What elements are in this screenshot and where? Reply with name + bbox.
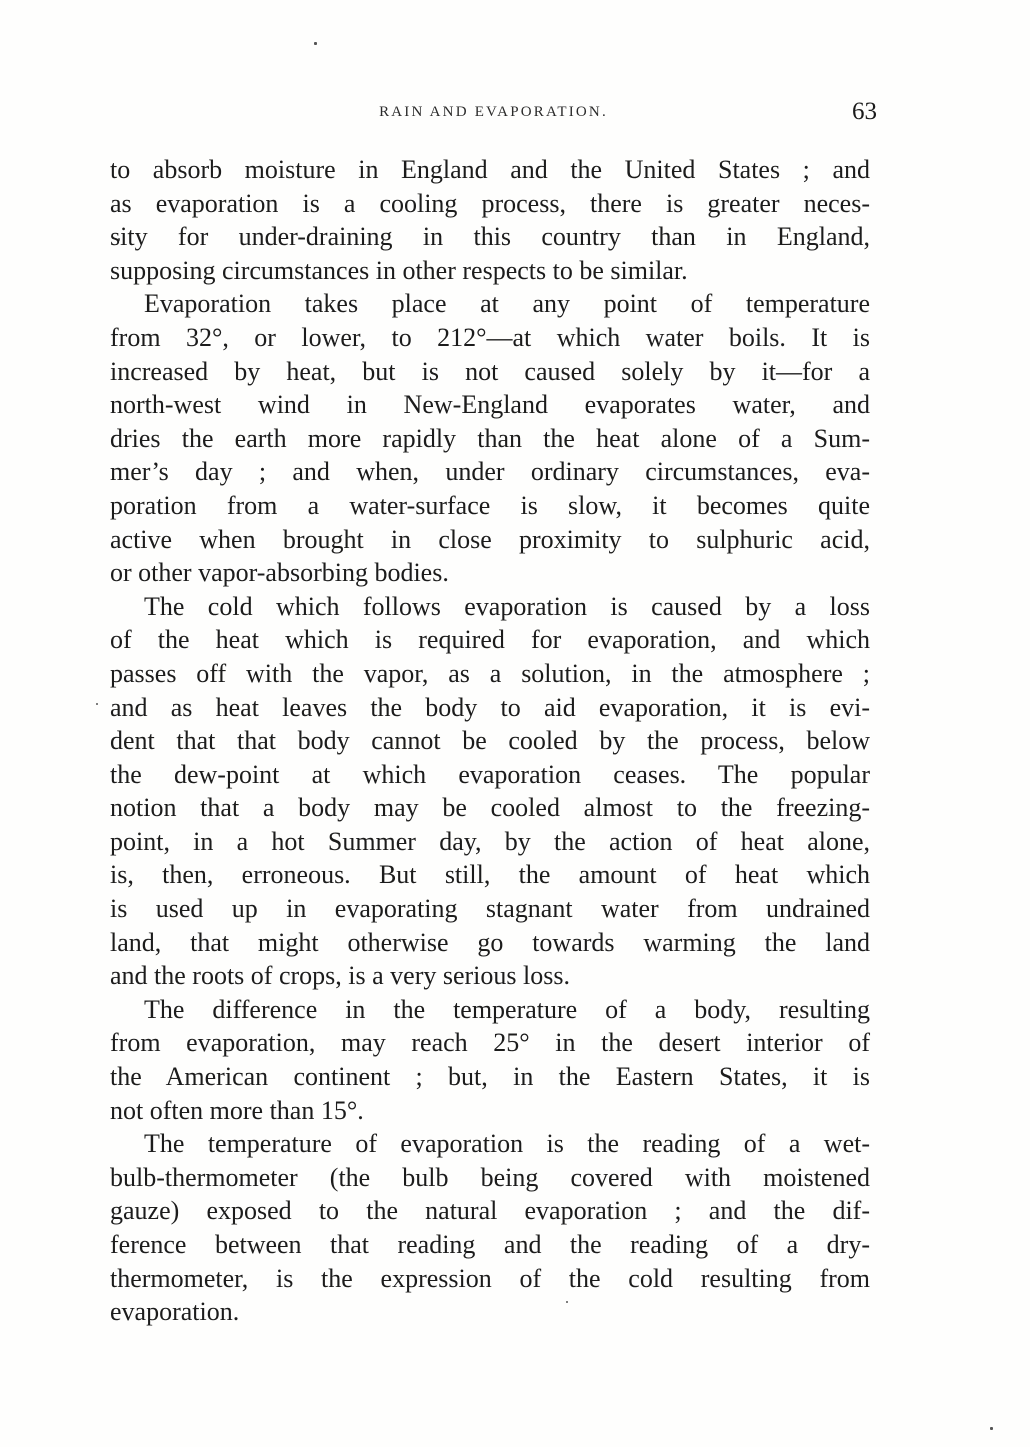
text-line: land, that might otherwise go towards warming the land bbox=[110, 927, 870, 957]
text-line: The temperature of evaporation is the reading of a wet- bbox=[144, 1129, 870, 1159]
text-line: dent that that body cannot be cooled by the process, below bbox=[110, 726, 870, 756]
text-line: to absorb moisture in England and the United States ; and bbox=[110, 155, 870, 184]
text-line: ference between that reading and the reading of a dry- bbox=[110, 1230, 870, 1259]
print-speck bbox=[96, 703, 98, 705]
text-line: is used up in evaporating stagnant water from undrained bbox=[110, 894, 870, 924]
text-line: point, in a hot Summer day, by the action of heat alone, bbox=[110, 826, 870, 856]
text-line: The difference in the temperature of a body, resulting bbox=[144, 994, 870, 1024]
paragraph-2 bbox=[110, 287, 870, 589]
paragraph-1 bbox=[110, 153, 870, 287]
text-line: and as heat leaves the body to aid evaporation, it is evi- bbox=[110, 692, 870, 722]
text-line: Evaporation takes place at any point of temperature bbox=[144, 289, 870, 319]
text-line: of the heat which is required for evaporation, and which bbox=[110, 625, 870, 655]
text-line: evaporation. bbox=[110, 1297, 240, 1327]
text-line: from evaporation, may reach 25° in the desert interior of bbox=[110, 1028, 870, 1058]
text-line: passes off with the vapor, as a solution, in the atmosphere ; bbox=[110, 658, 870, 688]
running-title: RAIN AND EVAPORATION. bbox=[379, 104, 608, 120]
running-head bbox=[110, 98, 877, 128]
text-line: from 32°, or lower, to 212°—at which water boils. It is bbox=[110, 322, 870, 352]
text-line: sity for under-draining in this country than in England, bbox=[110, 222, 870, 252]
text-line: is, then, erroneous. But still, the amount of heat which bbox=[110, 860, 870, 890]
text-line: north-west wind in New-England evaporates water, and bbox=[110, 390, 870, 420]
page-number: 63 bbox=[852, 98, 877, 125]
text-line: not often more than 15°. bbox=[110, 1095, 364, 1125]
paragraph-5 bbox=[110, 1127, 870, 1329]
text-line: dries the earth more rapidly than the heat alone of a Sum- bbox=[110, 423, 870, 453]
text-line: The cold which follows evaporation is caused by a loss bbox=[144, 591, 870, 621]
print-speck bbox=[314, 42, 317, 45]
text-line: active when brought in close proximity to sulphuric acid, bbox=[110, 524, 870, 554]
body-text bbox=[110, 153, 870, 1329]
text-line: thermometer, is the expression of the cold resulting from bbox=[110, 1263, 870, 1293]
paragraph-4 bbox=[110, 993, 870, 1127]
text-line: gauze) exposed to the natural evaporation ; and the dif- bbox=[110, 1196, 870, 1226]
text-line: supposing circumstances in other respects to be similar. bbox=[110, 255, 688, 285]
text-line: notion that a body may be cooled almost to the freezing- bbox=[110, 793, 870, 823]
text-line: and the roots of crops, is a very serious loss. bbox=[110, 961, 570, 991]
text-line: or other vapor-absorbing bodies. bbox=[110, 558, 449, 588]
print-speck bbox=[990, 1427, 993, 1430]
text-line: mer’s day ; and when, under ordinary circumstances, eva- bbox=[110, 457, 870, 487]
text-line: the dew-point at which evaporation ceases. The popular bbox=[110, 759, 870, 789]
text-line: the American continent ; but, in the Eastern States, it is bbox=[110, 1062, 870, 1092]
text-line: increased by heat, but is not caused solely by it—for a bbox=[110, 356, 870, 386]
text-line: poration from a water-surface is slow, it becomes quite bbox=[110, 490, 870, 520]
paragraph-3 bbox=[110, 590, 870, 993]
text-line: as evaporation is a cooling process, there is greater neces- bbox=[110, 188, 870, 218]
text-line: bulb-thermometer (the bulb being covered with moistened bbox=[110, 1162, 870, 1192]
